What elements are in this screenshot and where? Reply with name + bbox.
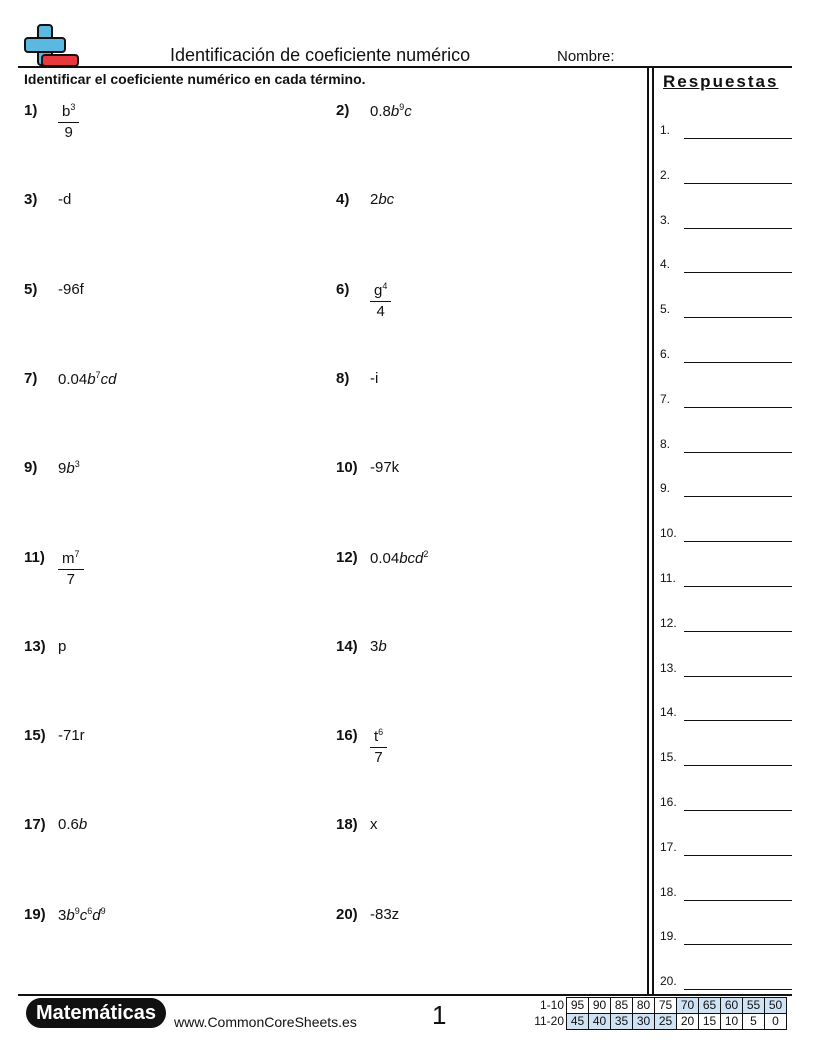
answer-line-1[interactable] <box>660 120 792 140</box>
problem-1 <box>24 102 314 162</box>
answer-label: 1. <box>660 123 671 137</box>
problem-4 <box>336 191 626 251</box>
score-row <box>530 1014 787 1030</box>
term-expression: x <box>370 816 378 834</box>
score-cell: 45 <box>567 1014 589 1030</box>
problem-8 <box>336 370 626 430</box>
problem-number: 15) <box>24 727 46 745</box>
problem-number: 14) <box>336 637 358 655</box>
answer-blank[interactable] <box>684 720 792 721</box>
answer-label: 2. <box>660 167 671 182</box>
score-row-label: 11-20 <box>534 1014 564 1028</box>
problem-number: 20) <box>336 905 358 923</box>
answer-column-divider <box>647 66 649 994</box>
term-expression: -71r <box>58 727 85 745</box>
answer-line-6[interactable] <box>660 344 792 364</box>
score-row <box>530 998 787 1014</box>
problem-16 <box>336 727 626 787</box>
problem-6 <box>336 281 626 341</box>
answer-blank[interactable] <box>684 989 792 990</box>
problem-number: 8) <box>336 369 350 387</box>
answer-label: 7. <box>660 391 671 406</box>
term-expression: -d <box>58 191 72 209</box>
answer-line-14[interactable] <box>660 702 792 722</box>
answer-blank[interactable] <box>684 855 792 856</box>
answer-blank[interactable] <box>684 183 792 184</box>
term-expression: 2bc <box>370 191 395 209</box>
score-cell: 15 <box>699 1014 721 1030</box>
score-cell: 50 <box>765 998 787 1014</box>
footer-divider <box>18 994 792 996</box>
answer-label: 3. <box>660 212 671 227</box>
answer-label: 5. <box>660 302 671 317</box>
score-row-label: 1-10 <box>539 998 564 1012</box>
term-expression: -i <box>370 369 379 387</box>
answer-blank[interactable] <box>684 631 792 632</box>
term-expression: 0.04bcd$^2$ <box>370 548 429 567</box>
answer-line-11[interactable] <box>660 568 792 588</box>
problem-number: 11) <box>24 548 45 566</box>
term-expression: $3b^9c^6d^9$ <box>58 905 106 924</box>
answer-label: 20. <box>660 974 677 989</box>
problem-17 <box>24 816 314 876</box>
answer-line-2[interactable] <box>660 165 792 185</box>
answer-label: 19. <box>660 929 677 944</box>
answer-line-7[interactable] <box>660 389 792 409</box>
name-label: Nombre: <box>557 48 615 65</box>
answer-label: 6. <box>660 347 671 361</box>
problem-number: 3) <box>24 191 38 209</box>
problem-number: 13) <box>24 637 46 655</box>
term-expression: 3b <box>370 637 387 655</box>
answer-blank[interactable] <box>684 317 792 318</box>
answer-label: 10. <box>660 526 677 541</box>
problem-number: 18) <box>336 816 358 834</box>
answer-blank[interactable] <box>684 676 792 677</box>
problem-13 <box>24 638 314 698</box>
term-expression: $0.8b^9c$ <box>370 102 412 120</box>
answer-line-13[interactable] <box>660 658 792 678</box>
answer-label: 8. <box>660 436 671 451</box>
answer-blank[interactable] <box>684 900 792 901</box>
problem-7 <box>24 370 314 430</box>
answer-blank[interactable] <box>684 272 792 273</box>
fraction-expression <box>58 97 79 143</box>
problem-2 <box>336 102 626 162</box>
fraction-denominator: 7 <box>66 570 75 588</box>
term-expression: $9b^3$ <box>58 459 80 478</box>
answer-label: 16. <box>660 795 677 809</box>
site-url[interactable]: www.CommonCoreSheets.es <box>174 1014 357 1030</box>
problem-number: 12) <box>336 548 358 566</box>
fraction-numerator: $g^4$ <box>370 276 391 302</box>
problem-18 <box>336 816 626 876</box>
problem-number: 19) <box>24 905 46 923</box>
fraction-denominator: 4 <box>376 302 385 320</box>
page-number: 1 <box>432 1000 447 1030</box>
term-expression: -97k <box>370 459 400 477</box>
answer-blank[interactable] <box>684 586 792 587</box>
problem-3 <box>24 191 314 251</box>
answer-label: 11. <box>660 571 676 585</box>
answer-column-divider-inner <box>652 66 654 994</box>
problem-number: 10) <box>336 459 358 477</box>
answer-label: 17. <box>660 839 677 854</box>
instructions: Identificar el coeficiente numérico en cada término. <box>24 71 366 87</box>
fraction-denominator: 9 <box>64 124 73 141</box>
problem-number: 9) <box>24 459 38 477</box>
fraction-numerator: $t^6$ <box>370 722 387 748</box>
score-cell: 20 <box>677 1014 699 1030</box>
header-divider <box>18 66 792 68</box>
fraction-expression <box>370 722 387 768</box>
score-cell: 30 <box>633 1014 655 1030</box>
page-title: Identificación de coeficiente numérico <box>170 45 471 65</box>
problem-12 <box>336 549 626 609</box>
problem-number: 16) <box>336 727 358 745</box>
answer-line-10[interactable] <box>660 523 792 543</box>
answer-line-18[interactable] <box>660 882 792 902</box>
score-cell: 85 <box>611 998 633 1014</box>
fraction-numerator: $m^7$ <box>58 544 84 570</box>
answer-label: 9. <box>660 481 671 496</box>
term-expression: -96f <box>58 280 84 298</box>
score-cell: 60 <box>721 998 743 1014</box>
brand-badge: Matemáticas <box>26 998 166 1028</box>
score-cell: 75 <box>655 998 677 1014</box>
score-cell: 5 <box>743 1014 765 1030</box>
term-expression: p <box>58 637 67 655</box>
answer-label: 4. <box>660 257 671 272</box>
answer-blank[interactable] <box>684 765 792 766</box>
problem-number: 17) <box>24 816 46 834</box>
answer-blank[interactable] <box>684 452 792 453</box>
score-cell: 70 <box>677 998 699 1014</box>
fraction-expression <box>58 544 84 590</box>
score-cell: 55 <box>743 998 765 1014</box>
problem-15 <box>24 727 314 787</box>
answer-line-19[interactable] <box>660 926 792 946</box>
answer-blank[interactable] <box>684 541 792 542</box>
term-expression: 0.6b <box>58 816 88 834</box>
answer-line-8[interactable] <box>660 434 792 454</box>
score-table <box>530 997 787 1030</box>
answers-title: Respuestas <box>663 72 779 91</box>
term-expression: -83z <box>370 905 400 923</box>
problem-number: 4) <box>336 191 350 209</box>
problem-5 <box>24 281 314 341</box>
fraction-numerator: $b^3$ <box>58 97 79 123</box>
score-cell: 10 <box>721 1014 743 1030</box>
answer-blank[interactable] <box>684 362 792 363</box>
plus-minus-logo-icon <box>24 24 80 68</box>
answer-label: 18. <box>660 884 677 899</box>
answer-label: 12. <box>660 615 677 630</box>
answer-line-16[interactable] <box>660 792 792 812</box>
answer-label: 14. <box>660 705 677 720</box>
answer-blank[interactable] <box>684 496 792 497</box>
answer-line-4[interactable] <box>660 254 792 274</box>
answer-line-5[interactable] <box>660 299 792 319</box>
score-cell: 0 <box>765 1014 787 1030</box>
problem-number: 2) <box>336 102 350 119</box>
answer-line-9[interactable] <box>660 478 792 498</box>
score-cell: 80 <box>633 998 655 1014</box>
answer-blank[interactable] <box>684 138 792 139</box>
fraction-expression <box>370 276 391 322</box>
answer-line-20[interactable] <box>660 971 792 991</box>
problem-number: 6) <box>336 280 350 298</box>
problem-14 <box>336 638 626 698</box>
answer-line-3[interactable] <box>660 210 792 230</box>
score-cell: 35 <box>611 1014 633 1030</box>
problem-number: 1) <box>24 102 38 119</box>
answer-blank[interactable] <box>684 228 792 229</box>
answer-line-12[interactable] <box>660 613 792 633</box>
problem-19 <box>24 906 314 966</box>
fraction-denominator: 7 <box>374 749 383 767</box>
problem-10 <box>336 459 626 519</box>
answer-blank[interactable] <box>684 810 792 811</box>
answer-blank[interactable] <box>684 407 792 408</box>
answer-label: 15. <box>660 750 677 765</box>
score-cell: 65 <box>699 998 721 1014</box>
problem-number: 7) <box>24 369 38 387</box>
score-cell: 40 <box>589 1014 611 1030</box>
problem-11 <box>24 549 314 609</box>
answer-label: 13. <box>660 660 677 675</box>
answer-line-15[interactable] <box>660 747 792 767</box>
answer-blank[interactable] <box>684 944 792 945</box>
score-cell: 25 <box>655 1014 677 1030</box>
problem-number: 5) <box>24 280 38 298</box>
problem-20 <box>336 906 626 966</box>
score-cell: 95 <box>567 998 589 1014</box>
problem-9 <box>24 459 314 519</box>
term-expression: $0.04b^7cd$ <box>58 369 117 388</box>
score-cell: 90 <box>589 998 611 1014</box>
answer-line-17[interactable] <box>660 837 792 857</box>
